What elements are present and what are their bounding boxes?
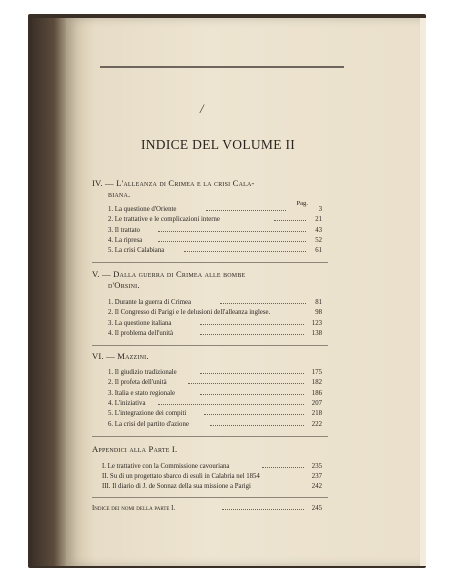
section-heading: V. — Dalla guerra di Crimea alle bombe [92, 269, 246, 279]
toc-entry: 4. Il problema dell'unità 138 [108, 330, 322, 337]
toc-entry: 1. Durante la guerra di Crimea 81 [108, 299, 322, 306]
toc-entry: 6. La crisi del partito d'azione 222 [108, 421, 322, 428]
toc-entry: 2. Le trattative e le complicazioni interne 21 [108, 216, 322, 223]
section-heading: IV. — L'alleanza di Crimea e la crisi Cala- [92, 178, 255, 188]
section-divider [92, 436, 328, 437]
toc-entry: 1. La questione d'Oriente Pag. 3 [108, 200, 322, 213]
section-heading: VI. — Mazzini. [92, 351, 149, 361]
page-mark: / [200, 101, 204, 116]
toc-entry: 5. L'integrazione dei compiti 218 [108, 410, 322, 417]
toc-entry: 3. Il trattato 43 [108, 227, 322, 234]
toc-entry: 1. Il giudizio tradizionale 175 [108, 369, 322, 376]
toc-entry: 2. Il profeta dell'unità 182 [108, 379, 322, 386]
page-title: INDICE DEL VOLUME II [140, 137, 296, 152]
toc-entry: II. Su di un progettato sbarco di esuli in Calabria nel 1854 237 [102, 473, 322, 480]
section-divider [92, 262, 328, 263]
toc-entry: 2. Il Congresso di Parigi e le delusioni dell'alleanza inglese. 98 [108, 309, 322, 316]
appendix-heading: Appendici alla Parte I. [92, 444, 178, 454]
toc-entry: III. Il diario di J. de Sonnaz della sua missione a Parigi 242 [102, 483, 322, 490]
toc-entry: 3. Italia e stato regionale 186 [108, 390, 322, 397]
toc-entry: 3. La questione italiana 123 [108, 320, 322, 327]
toc-entry-index: Indice dei nomi della parte I. 245 [92, 505, 322, 512]
section-heading-cont: biana. [108, 189, 131, 199]
toc-entry: 5. La crisi Calabiana 61 [108, 247, 322, 254]
toc-entry: I. Le trattative con la Commissione cavouriana 235 [102, 463, 322, 470]
toc-entry: 4. La ripresa 52 [108, 237, 322, 244]
section-heading-cont: d'Orsini. [108, 280, 140, 290]
toc-entry: 4. L'iniziativa 207 [108, 400, 322, 407]
section-divider [92, 497, 328, 498]
top-rule [100, 66, 344, 68]
page-edge [420, 18, 426, 566]
section-divider [92, 345, 328, 346]
